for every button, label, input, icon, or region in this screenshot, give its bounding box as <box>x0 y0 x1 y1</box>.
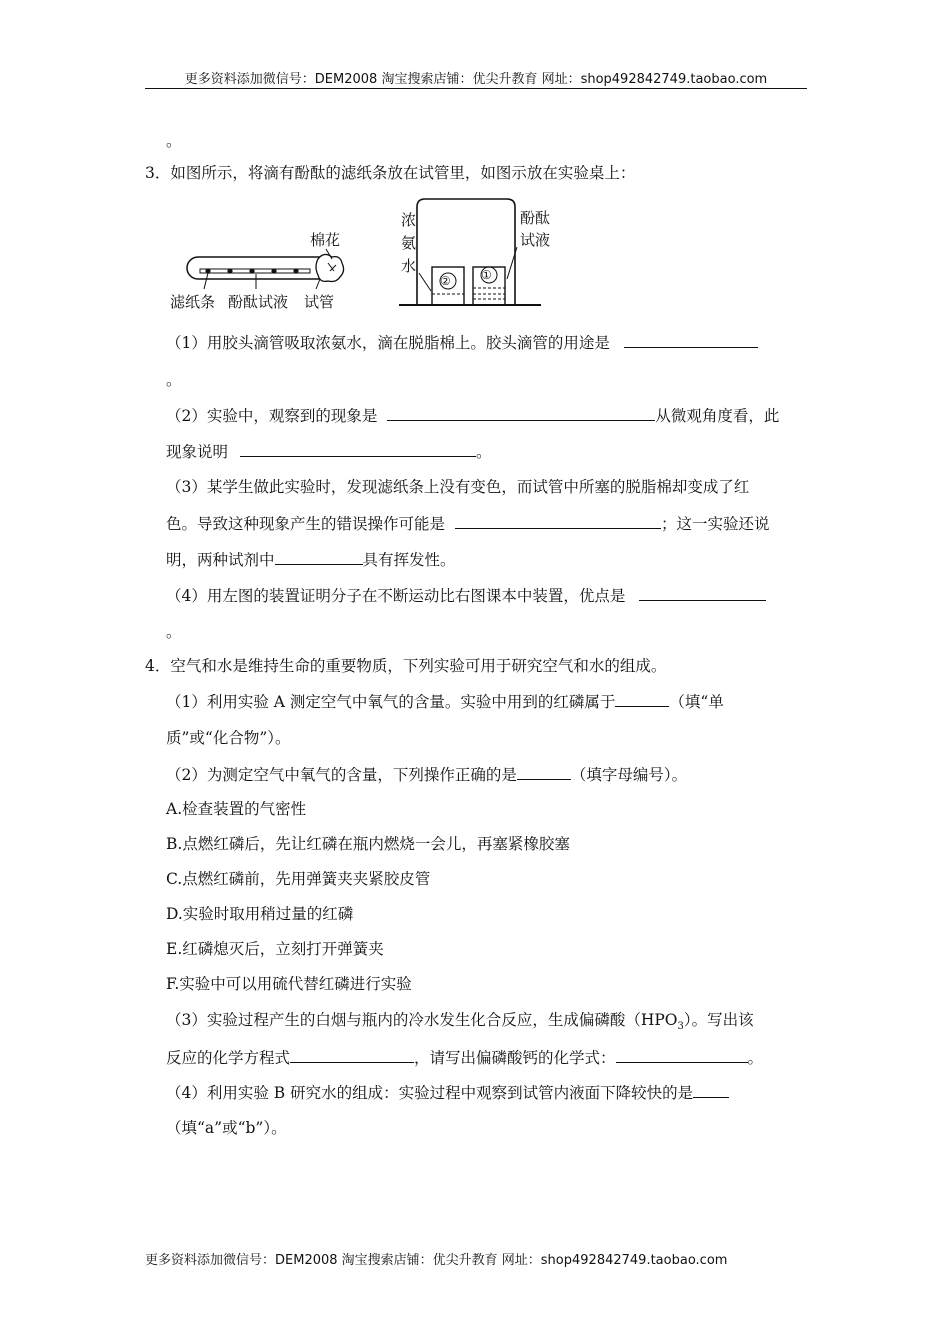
q4-part3-blank-2[interactable] <box>616 1047 748 1063</box>
q4-option-c: C.点燃红磷前，先用弹簧夹夹紧胶皮管 <box>166 870 431 888</box>
q3-part3-line1: （3）某学生做此实验时，发现滤纸条上没有变色，而试管中所塞的脱脂棉却变成了红 <box>166 478 750 496</box>
header-rule <box>145 88 807 89</box>
q4-part2-blank[interactable] <box>517 764 571 780</box>
q4-part1-text-b: （填“单 <box>669 693 724 711</box>
label-filter-strip: 滤纸条 <box>170 293 216 311</box>
drop-dot <box>271 268 276 273</box>
q4-option-b: B.点燃红磷后，先让红磷在瓶内燃烧一会儿，再塞紧橡胶塞 <box>166 835 570 853</box>
label-phenol-2: 试液 <box>520 231 551 249</box>
drop-dot <box>249 268 254 273</box>
q3-stem: 3．如图所示，将滴有酚酞的滤纸条放在试管里，如图示放在实验桌上： <box>145 164 636 182</box>
q3-part2-text-a: （2）实验中，观察到的现象是 <box>166 407 378 425</box>
q3-part2-text-b: 从微观角度看，此 <box>655 407 780 425</box>
q3-part4-blank[interactable] <box>639 585 766 601</box>
q4-part1-text-a: （1）利用实验 A 测定空气中氧气的含量。实验中用到的红磷属于 <box>166 693 616 711</box>
page-header: 更多资料添加微信号：DEM2008 淘宝搜索店铺：优尖升教育 网址：shop492842749.taobao.com <box>184 72 768 87</box>
q3-part1-text: （1）用胶头滴管吸取浓氨水，滴在脱脂棉上。胶头滴管的用途是 <box>166 334 610 352</box>
q4-part3-blank-1[interactable] <box>290 1047 414 1063</box>
q3-part3-blank-2[interactable] <box>275 549 363 565</box>
label-ammonia-2: 氨 <box>401 234 417 252</box>
q3-part3-text-b: 色。导致这种现象产生的错误操作可能是 <box>166 515 446 533</box>
q3-part2-text-d: 。 <box>476 443 492 461</box>
q3-part3-text-c: ；这一实验还说 <box>661 515 770 533</box>
q4-part2-text-b: （填字母编号）。 <box>570 766 688 784</box>
q4-option-d: D.实验时取用稍过量的红磷 <box>166 905 354 923</box>
page-footer: 更多资料添加微信号：DEM2008 淘宝搜索店铺：优尖升教育 网址：shop492842749.taobao.com <box>145 1253 728 1268</box>
ammonia-pointer <box>419 273 431 291</box>
q4-stem: 4．空气和水是维持生命的重要物质，下列实验可用于研究空气和水的组成。 <box>145 657 667 675</box>
q3-part2-line2 <box>166 441 492 462</box>
q4-part2 <box>166 764 687 785</box>
q4-part1-blank[interactable] <box>615 691 669 707</box>
q3-part1-blank[interactable] <box>624 332 758 348</box>
label-beaker-1: ① <box>481 268 492 282</box>
label-phenolphthalein: 酚酞试液 <box>228 293 289 311</box>
previous-question-end: 。 <box>166 132 182 150</box>
q3-part3-line3 <box>166 549 456 570</box>
label-phenol-1: 酚酞 <box>520 209 551 227</box>
q3-part3-text-d: 明，两种试剂中 <box>166 551 275 569</box>
label-cotton: 棉花 <box>310 231 341 249</box>
q4-part3-text-e: 。 <box>747 1049 764 1067</box>
drop-dot <box>205 268 210 273</box>
q4-part4-blank[interactable] <box>693 1082 729 1098</box>
q3-part4 <box>166 585 766 606</box>
q3-part2-blank-1[interactable] <box>387 405 655 421</box>
tube-pointer <box>316 279 320 289</box>
q4-part3-line1 <box>166 1010 754 1037</box>
q3-part4-end: 。 <box>166 623 182 641</box>
label-ammonia-1: 浓 <box>401 211 417 229</box>
q4-part4-text-a: （4）利用实验 B 研究水的组成：实验过程中观察到试管内液面下降较快的是 <box>166 1084 694 1102</box>
q4-part4-line1 <box>166 1082 729 1103</box>
label-test-tube: 试管 <box>304 293 335 311</box>
q4-part3-text-a: （3）实验过程产生的白烟与瓶内的冷水发生化合反应，生成偏磷酸（HPO <box>166 1011 678 1029</box>
q3-part2-line1 <box>166 405 779 426</box>
q3-part1 <box>166 332 758 353</box>
drop-dot <box>227 268 232 273</box>
label-ammonia-3: 水 <box>401 257 417 275</box>
q4-option-f: F.实验中可以用硫代替红磷进行实验 <box>166 975 412 993</box>
drop-dot <box>293 268 298 273</box>
label-beaker-2: ② <box>440 274 451 288</box>
q4-part3-text-c: 反应的化学方程式 <box>166 1049 291 1067</box>
q4-part3-line2 <box>166 1047 763 1068</box>
q4-part2-text-a: （2）为测定空气中氧气的含量，下列操作正确的是 <box>166 766 517 784</box>
q3-part2-blank-2[interactable] <box>240 441 476 457</box>
q3-part3-blank-1[interactable] <box>455 513 661 529</box>
q4-part3-text-b: ）。写出该 <box>683 1011 754 1029</box>
q4-option-e: E.红磷熄灭后，立刻打开弹簧夹 <box>166 940 384 958</box>
q3-part3-text-e: 具有挥发性。 <box>362 551 456 569</box>
q4-part1-line2: 质”或“化合物”）。 <box>166 729 291 747</box>
q3-part1-end: 。 <box>166 371 182 389</box>
q3-part2-text-c: 现象说明 <box>166 443 229 461</box>
strip-pointer <box>204 273 208 289</box>
q3-part3-line2 <box>166 513 770 534</box>
q4-part3-text-d: ，请写出偏磷酸钙的化学式： <box>414 1049 616 1067</box>
test-tube-shape <box>187 257 337 279</box>
q4-option-a: A.检查装置的气密性 <box>166 800 307 818</box>
q4-part4-line2: （填“a”或“b”）。 <box>166 1119 287 1137</box>
q4-part3-subscript: 3 <box>677 1021 684 1033</box>
q3-part4-text: （4）用左图的装置证明分子在不断运动比右图课本中装置，优点是 <box>166 587 626 605</box>
cotton-shape <box>316 254 344 281</box>
q4-part1-line1 <box>166 691 724 712</box>
